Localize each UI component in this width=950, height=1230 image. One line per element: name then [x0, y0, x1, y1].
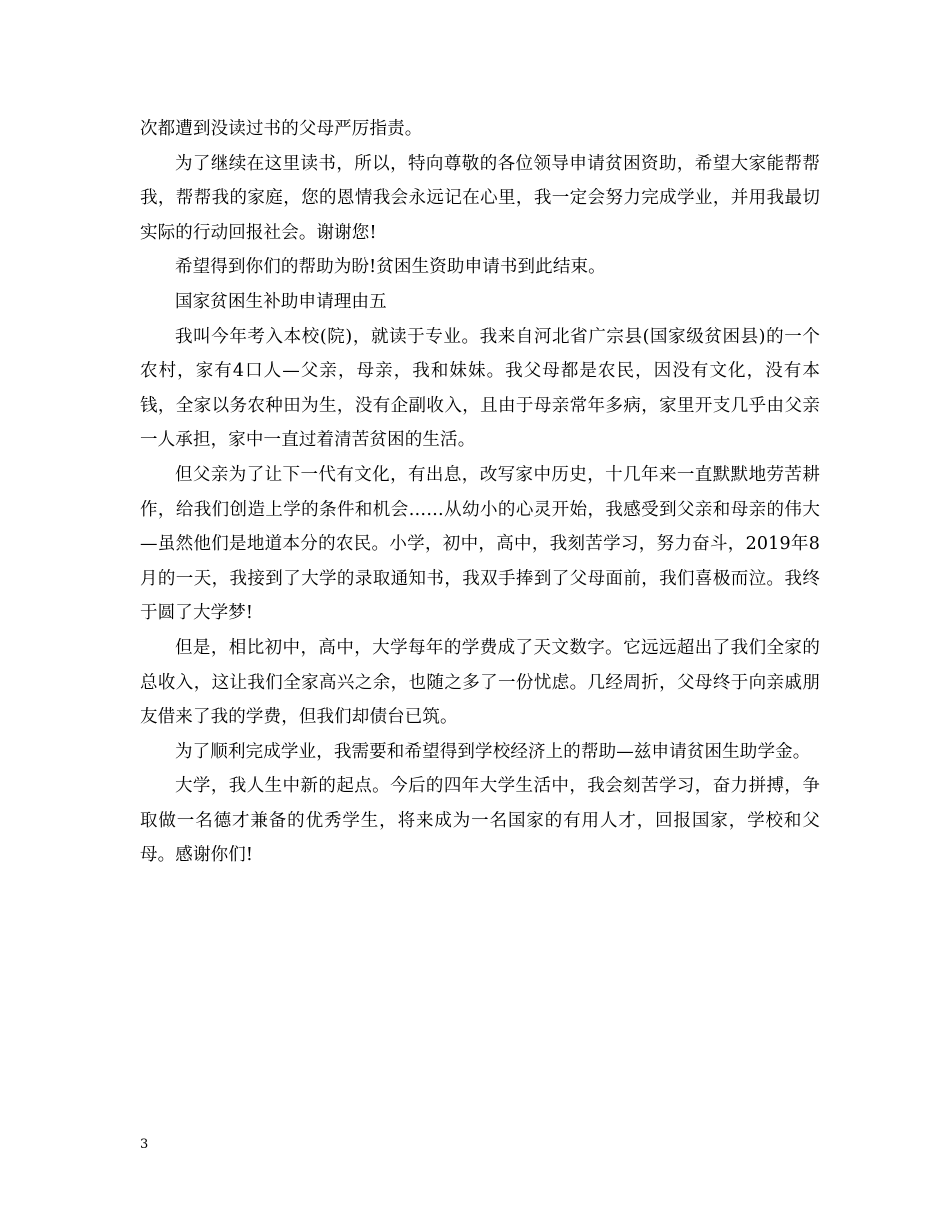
paragraph-commitment: 大学，我人生中新的起点。今后的四年大学生活中，我会刻苦学习，奋力拼搏，争取做一名德才兼备的优秀学生，将来成为一名国家的有用人才，回报国家，学校和父母。感谢你们!: [140, 776, 820, 866]
document-body: [140, 112, 820, 873]
paragraph-closing: 希望得到你们的帮助为盼!贫困生资助申请书到此结束。: [175, 257, 606, 278]
paragraph-tuition: 但是，相比初中，高中，大学每年的学费成了天文数字。它远远超出了我们全家的总收入，这让我们全家高兴之余，也随之多了一份忧虑。几经周折，父母终于向亲戚朋友借来了我的学费，但我们却债台已筑。: [140, 637, 820, 728]
section-heading: 国家贫困生补助申请理由五: [175, 291, 387, 312]
page-number: 3: [140, 1137, 149, 1152]
paragraph-introduction: 我叫今年考入本校(院)，就读于专业。我来自河北省广宗县(国家级贫困县)的一个农村，家有4口人—父亲，母亲，我和妹妹。我父母都是农民，因没有文化，没有本钱，全家以务农种田为生，没有企副收入，且由于母亲常年多病，家里开支几乎由父亲一人承担，家中一直过着清苦贫困的生活。: [140, 326, 820, 451]
paragraph-continuation: 次都遭到没读过书的父母严厉指责。: [140, 119, 423, 139]
paragraph-application: 为了顺利完成学业，我需要和希望得到学校经济上的帮助—兹申请贫困生助学金。: [175, 741, 811, 762]
paragraph-father: 但父亲为了让下一代有文化，有出息，改写家中历史，十几年来一直默默地劳苦耕作，给我们创造上学的条件和机会……从幼小的心灵开始，我感受到父亲和母亲的伟大—虽然他们是地道本分的农民。小学，初中，高中，我刻苦学习，努力奋斗，2019年8月的一天，我接到了大学的录取通知书，我双手捧到了父母面前，我们喜极而泣。我终于圆了大学梦!: [140, 464, 820, 624]
paragraph-request: 为了继续在这里读书，所以，特向尊敬的各位领导申请贫困资助，希望大家能帮帮我，帮帮我的家庭，您的恩情我会永远记在心里，我一定会努力完成学业，并用我最切实际的行动回报社会。谢谢您!: [140, 153, 820, 243]
